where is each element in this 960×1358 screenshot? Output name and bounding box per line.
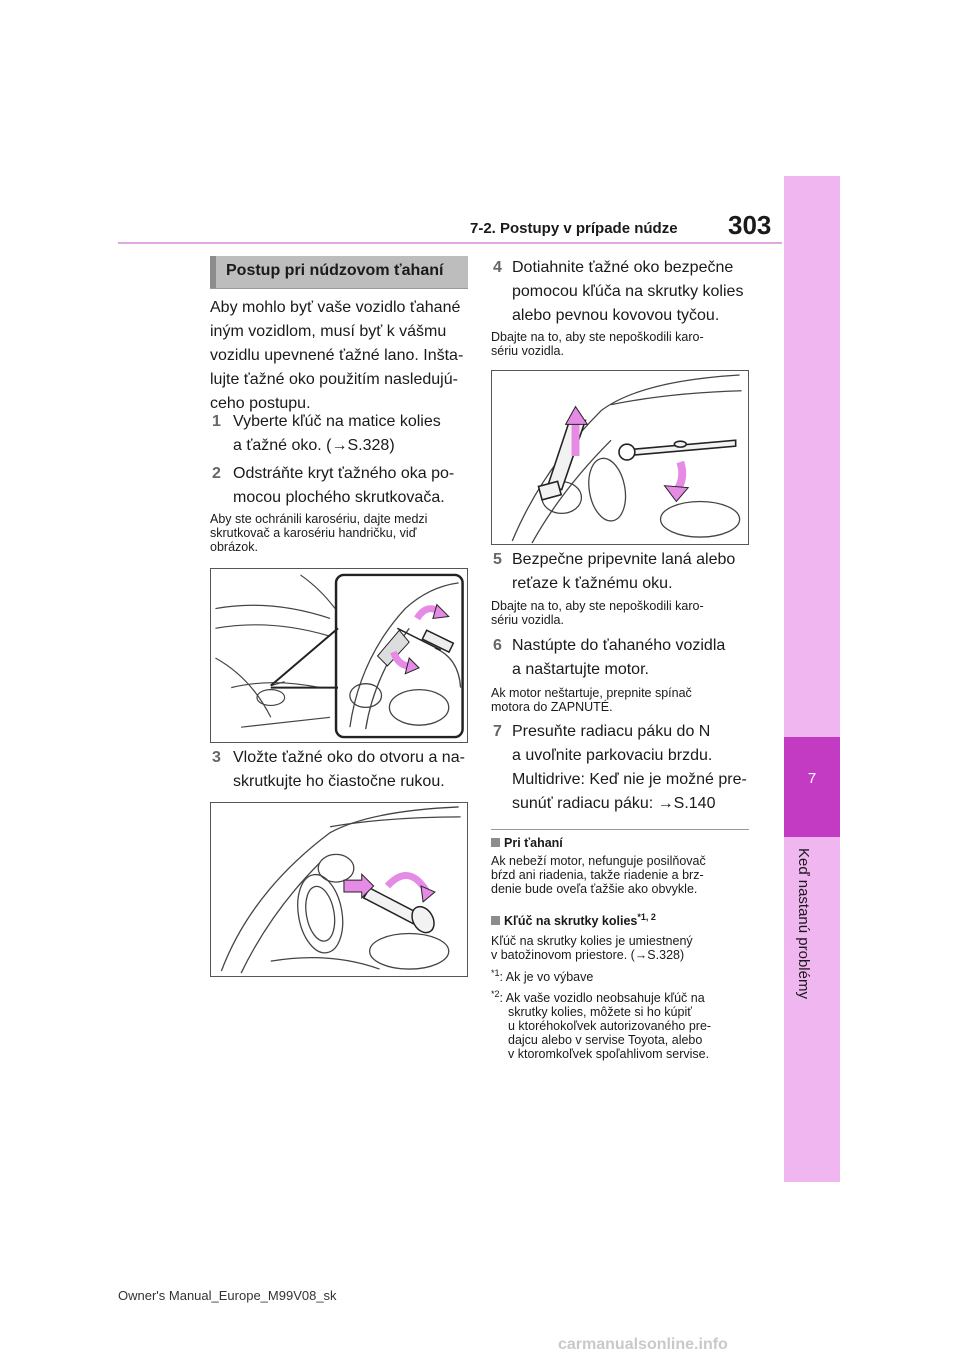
intro-line: Aby mohlo byť vaše vozidlo ťahané [210,299,461,316]
intro-line: vozidlu upevnené ťažné lano. Inšta- [210,347,464,364]
car-front-cover-illustration [211,569,467,742]
page-number: 303 [728,210,772,240]
wrench-note-text: Kľúč na skrutky kolies je umiestnený v batožinovom priestore. (→S.328) [491,934,693,962]
chapter-number-box [784,737,840,837]
step-6-note: Ak motor neštartuje, prepnite spínač motora do ZAPNUTÉ. [491,686,692,714]
step-4-note: Dbajte na to, aby ste nepoškodili karo- sériu vozidla. [491,330,704,358]
info-divider [491,829,749,830]
step-4-text: Dotiahnite ťažné oko bezpečne pomocou kľúča na skrutky kolies alebo pevnou kovovou tyčou. [512,259,744,324]
intro-line: lujte ťažné oko použitím nasledujú- [210,371,458,388]
step-2-number: 2 [212,465,221,482]
step-3-text: Vložte ťažné oko do otvoru a na- skrutkujte ho čiastočne rukou. [233,749,465,790]
towing-eye-insert-illustration [211,803,467,976]
step-5-number: 5 [493,551,502,568]
footnote-1: $^{*1}$: Ak je vo výbave [491,967,594,984]
step-3-number: 3 [212,749,221,766]
step-6-number: 6 [493,637,502,654]
chapter-label: Keď nastanú problémy [795,848,812,999]
step-2-text: Odstráňte kryt ťažného oka po- mocou plochého skrutkovača. [233,465,455,506]
step-2-note: Aby ste ochránili karosériu, dajte medzi skrutkovač a karosériu handričku, viď obrázok. [210,512,428,554]
header-rule [118,242,782,244]
intro-line: iným vozidlom, musí byť k vášmu [210,323,447,340]
step-7-number: 7 [493,723,502,740]
figure-insert-eye [210,802,468,977]
towing-note-text: Ak nebeží motor, nefunguje posilňovač bŕzd ani riadenia, takže riadenie a brz- denie bude oveľa ťažšie ako obvykle. [491,854,706,896]
section-heading-underline [210,288,468,289]
step-6-text: Nastúpte do ťahaného vozidla a naštartujte motor. [512,637,726,678]
chapter-number: 7 [807,770,817,787]
step-4-number: 4 [493,259,502,276]
footnote-2: $^{*2}$: Ak vaše vozidlo neobsahuje kľúč na skrutky kolies, môžete si ho kúpiť u ktoréhokoľvek autorizovaného pre- dajcu alebo v servise Toyota, alebo v ktoromkoľvek spoľahlivom servise. [491,988,712,1061]
figure-remove-cover [210,568,468,743]
section-heading [210,256,468,288]
intro-line: ceho postupu. [210,395,311,412]
step-5-text: Bezpečne pripevnite laná alebo reťaze k ťažnému oku. [512,551,736,592]
section-title: 7-2. Postupy v prípade núdze [470,220,678,237]
watermark: carmanualsonline.info [558,1336,728,1353]
bullet-square-icon [491,838,500,847]
figure-tighten-eye [491,370,749,545]
section-heading-text: Postup pri núdzovom ťahaní [226,262,444,279]
tighten-with-wrench-illustration [492,371,748,544]
intro-paragraph [210,296,472,416]
step-5-note: Dbajte na to, aby ste nepoškodili karo- sériu vozidla. [491,599,704,627]
chapter-side-tab [784,176,840,1182]
footer-manual-id: Owner's Manual_Europe_M99V08_sk [118,1288,337,1303]
step-1-text: Vyberte kľúč na matice kolies a ťažné oko. (→S.328) [233,413,441,454]
step-7-text: Presuňte radiacu páku do N a uvoľnite parkovaciu brzdu. Multidrive: Keď nie je možné pre- sunúť radiacu páku: →S.140 [512,723,747,812]
bullet-square-icon [491,916,500,925]
towing-note-heading: Pri ťahaní [491,836,563,850]
step-1-number: 1 [212,413,221,430]
wrench-note-heading: Kľúč na skrutky kolies$^{*1, 2}$ [491,914,656,928]
